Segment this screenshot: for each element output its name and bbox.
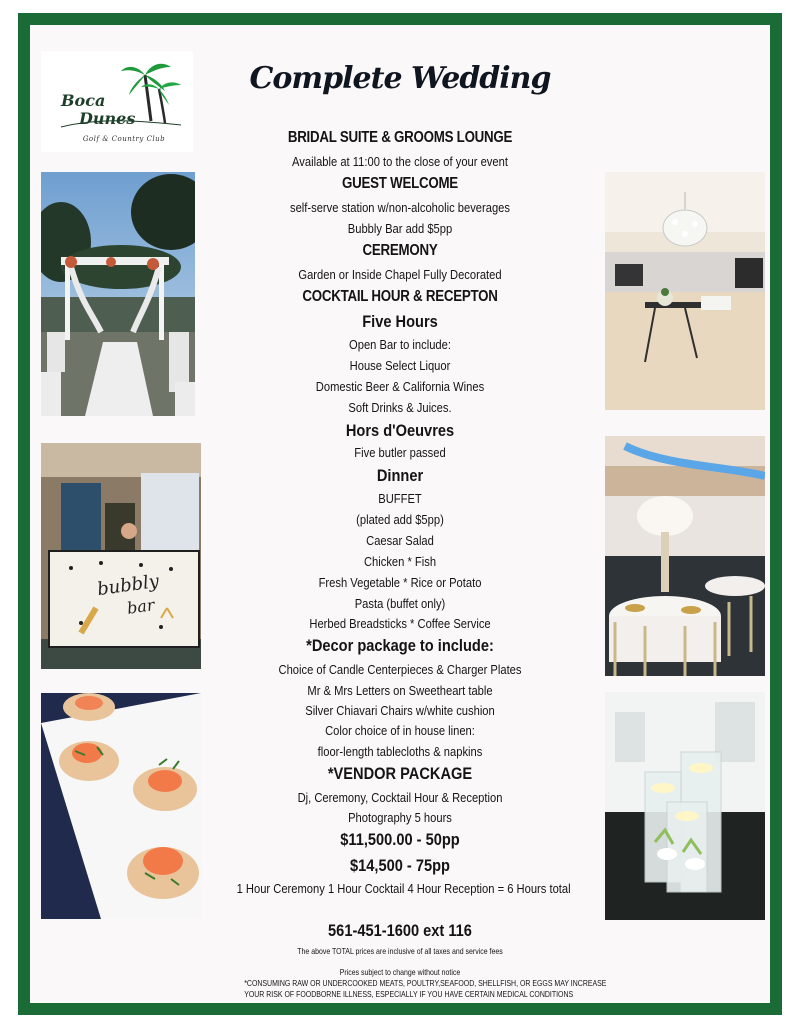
- dinner-line: BUFFET: [378, 491, 422, 506]
- welcome-text: self-serve station w/non-alcoholic beverages: [290, 200, 510, 215]
- page-frame: [18, 13, 782, 1015]
- bubbly-bar-sign-line1: bubbly: [95, 570, 161, 601]
- taxes-note: The above TOTAL prices are inclusive of all taxes and service fees: [297, 946, 503, 956]
- cocktail-line: Soft Drinks & Juices.: [348, 400, 452, 415]
- bubbly-bar-sign-line2: bar: [125, 595, 156, 618]
- food-warning-line2: YOUR RISK OF FOODBORNE ILLNESS, ESPECIALLY IF YOU HAVE CERTAIN MEDICAL CONDITIONS: [244, 989, 574, 999]
- dinner-heading: Dinner: [376, 466, 424, 485]
- decor-line: floor-length tablecloths & napkins: [317, 744, 483, 759]
- dinner-line: Fresh Vegetable * Rice or Potato: [318, 575, 482, 590]
- dinner-line: Caesar Salad: [366, 533, 434, 548]
- cocktail-line: Open Bar to include:: [349, 337, 451, 352]
- logo-text-dunes: Dunes: [79, 109, 136, 128]
- food-warning-line1: *CONSUMING RAW OR UNDERCOOKED MEATS, POULTRY,SEAFOOD, SHELLFISH, OR EGGS MAY INCREASE: [244, 978, 607, 988]
- floating-candles-photo: [605, 692, 765, 920]
- decor-heading: *Decor package to include:: [306, 636, 494, 655]
- bridal-text: Available at 11:00 to the close of your event: [292, 154, 508, 169]
- decor-line: Silver Chiavari Chairs w/white cushion: [305, 703, 495, 718]
- ballroom-chandelier-photo: [605, 172, 765, 410]
- dinner-line: Herbed Breadsticks * Coffee Service: [309, 616, 491, 631]
- price-75pp: $14,500 - 75pp: [350, 856, 450, 875]
- bubbly-bar-photo: [41, 443, 201, 669]
- flyer: [30, 25, 770, 1003]
- price-50pp: $11,500.00 - 50pp: [340, 830, 460, 849]
- dinner-line: Pasta (buffet only): [354, 596, 446, 611]
- ceremony-arch-photo: [41, 172, 195, 416]
- vendor-heading: *VENDOR PACKAGE: [327, 764, 473, 783]
- page-title: Complete Wedding: [249, 61, 551, 96]
- cocktail-heading: COCKTAIL HOUR & RECEPTON: [302, 288, 498, 305]
- cocktail-line: House Select Liquor: [349, 358, 451, 373]
- five-hours-subheading: Five Hours: [362, 312, 438, 331]
- ceremony-heading: CEREMONY: [362, 242, 438, 259]
- hors-doeuvres-photo: [41, 693, 201, 919]
- bridal-heading: BRIDAL SUITE & GROOMS LOUNGE: [287, 129, 513, 146]
- logo-text-boca: Boca: [61, 91, 106, 110]
- hors-doeuvres-text: Five butler passed: [354, 445, 446, 460]
- price-change-note: Prices subject to change without notice: [339, 967, 461, 977]
- bubbly-bar-addon: Bubbly Bar add $5pp: [347, 221, 453, 236]
- decor-line: Color choice of in house linen:: [325, 723, 475, 738]
- ceremony-text: Garden or Inside Chapel Fully Decorated: [298, 267, 502, 282]
- reception-tables-photo: [605, 436, 765, 676]
- decor-line: Choice of Candle Centerpieces & Charger Plates: [278, 662, 522, 677]
- phone-number: 561-451-1600 ext 116: [328, 921, 472, 940]
- dinner-line: (plated add $5pp): [356, 512, 444, 527]
- logo-subtitle: Golf & Country Club: [82, 135, 166, 143]
- boca-dunes-logo: [41, 51, 193, 152]
- vendor-line: Photography 5 hours: [348, 810, 452, 825]
- hors-doeuvres-heading: Hors d'Oeuvres: [345, 421, 455, 440]
- decor-line: Mr & Mrs Letters on Sweetheart table: [307, 683, 493, 698]
- schedule-summary: 1 Hour Ceremony 1 Hour Cocktail 4 Hour Reception = 6 Hours total: [236, 881, 571, 896]
- dinner-line: Chicken * Fish: [363, 554, 437, 569]
- vendor-line: Dj, Ceremony, Cocktail Hour & Reception: [297, 790, 503, 805]
- welcome-heading: GUEST WELCOME: [342, 175, 458, 192]
- cocktail-line: Domestic Beer & California Wines: [315, 379, 485, 394]
